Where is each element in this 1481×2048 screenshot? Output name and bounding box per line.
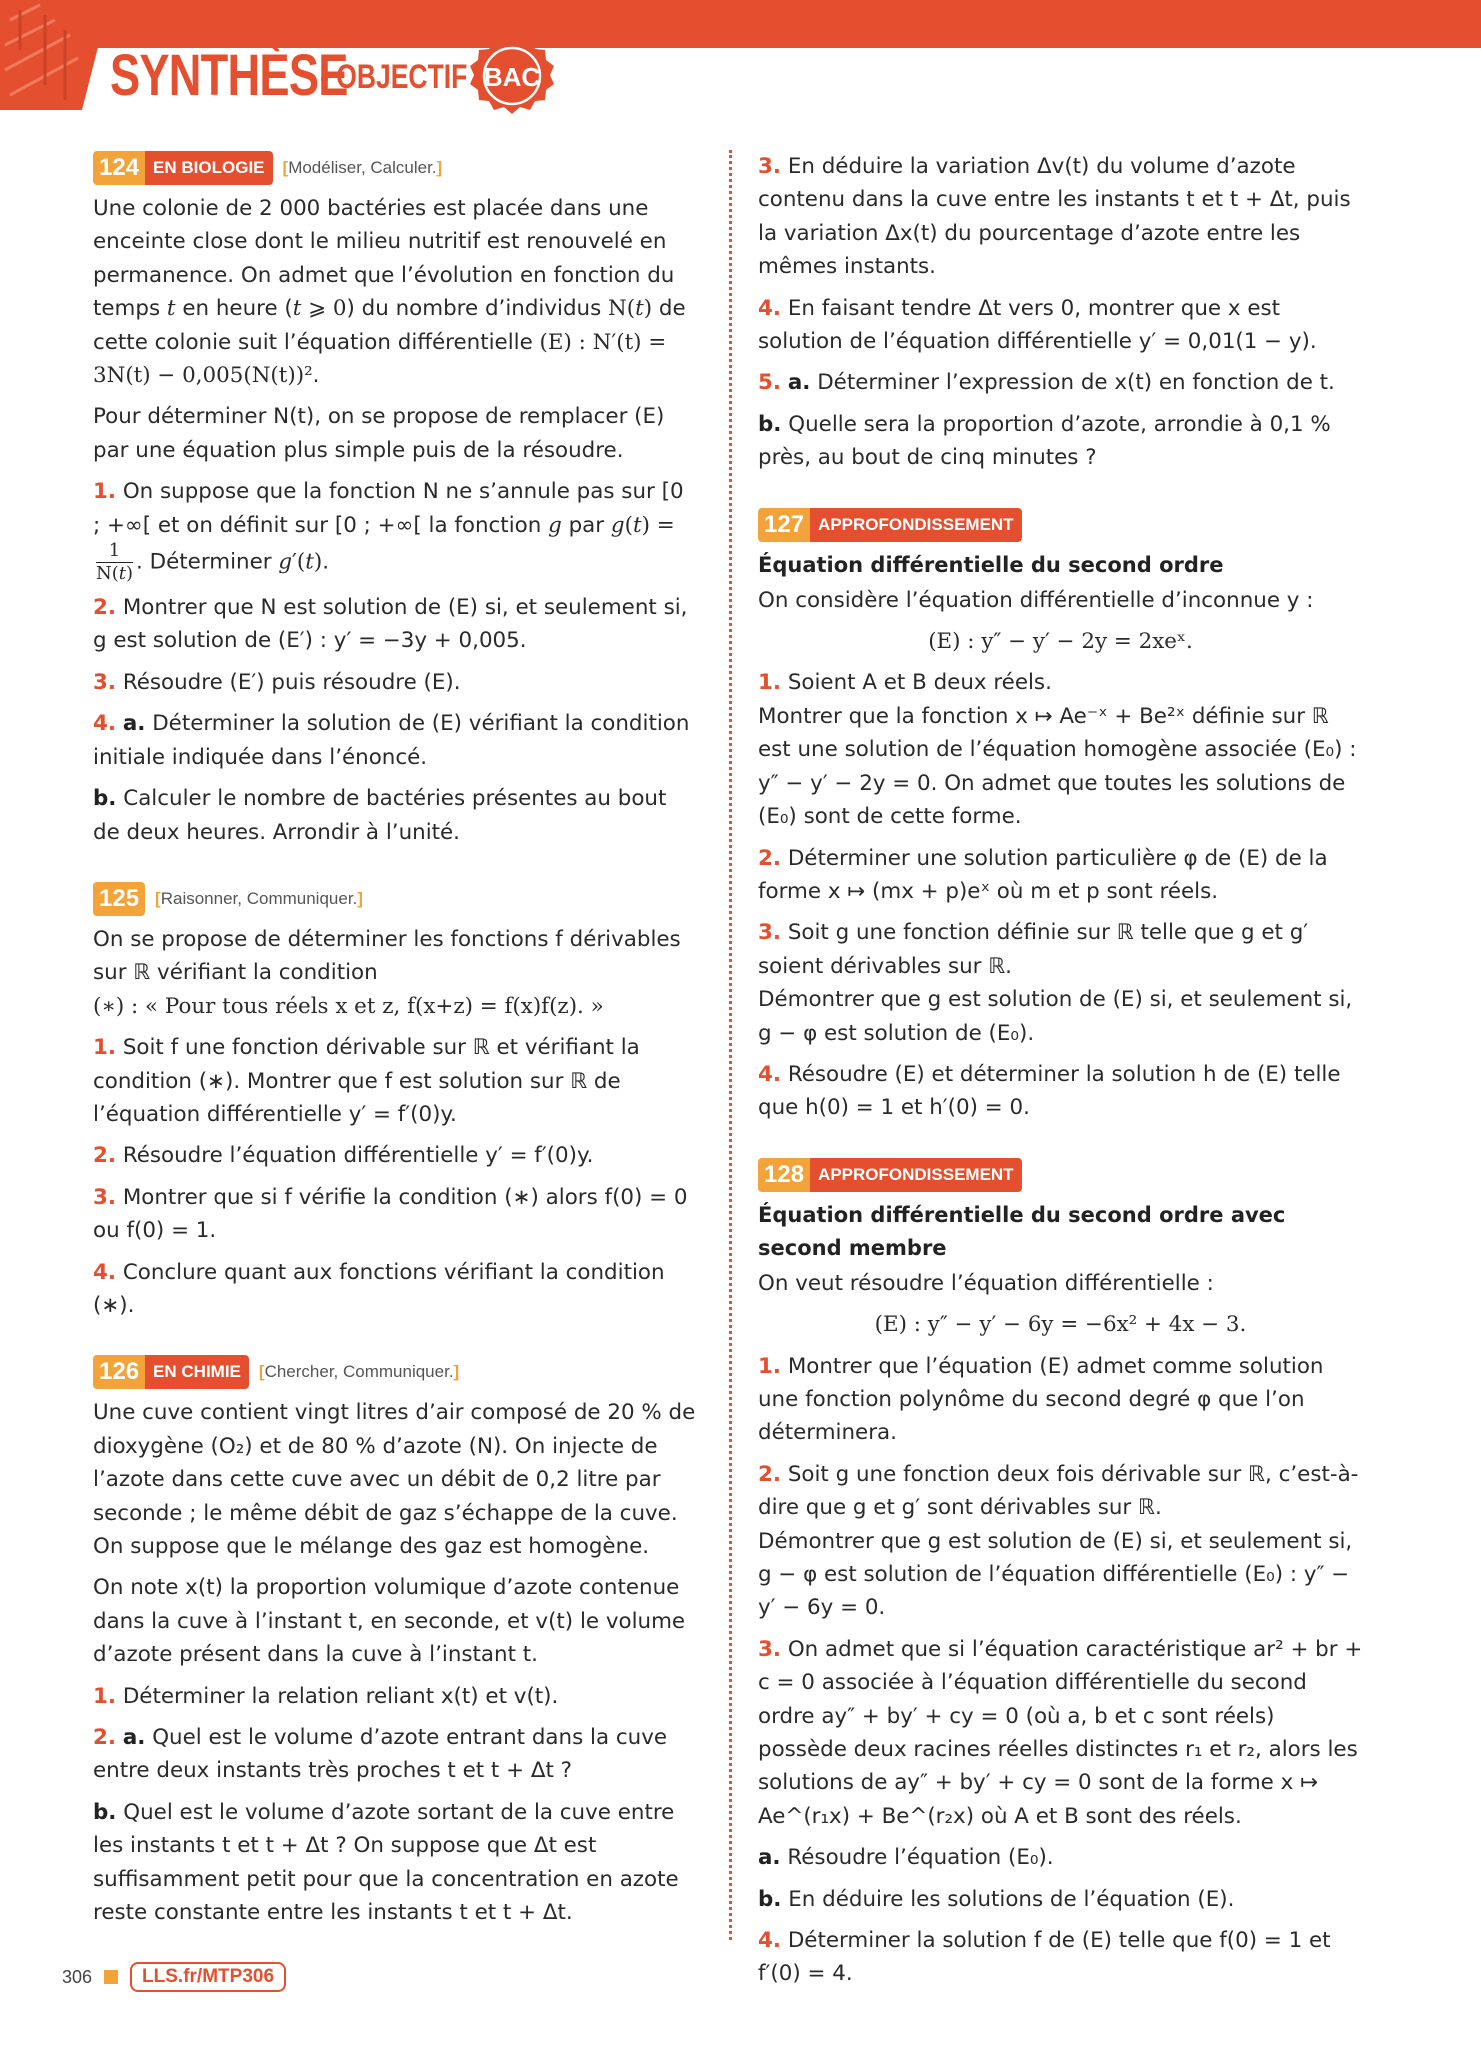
exercise-127-intro: On considère l’équation différentielle d’inconnue y :: [758, 587, 1314, 613]
exercise-128-q3a: a. Résoudre l’équation (E₀).: [758, 1845, 1054, 1871]
bac-badge: [468, 36, 556, 124]
exercise-126-q3: 3. En déduire la variation Δv(t) du volume d’azote contenu dans la cuve entre les instants t et t + Δt, puis la variation Δx(t) du pourcentage d’azote entre les mêmes instants.: [758, 154, 1351, 280]
exercise-124-intro: Une colonie de 2 000 bactéries est placée dans une enceinte close dont le milieu nutritif est renouvelé en permanence. On admet que l’évolution en fonction du temps t en heure (t ⩾ 0) du nombre d’individus N(t) de cette colonie suit l’équation différentielle (E) : N′(t) = 3N(t) − 0,005(N(t))².: [93, 196, 686, 389]
exercise-skills: [ Raisonner, Communiquer. ]: [155, 889, 363, 909]
exercise-number: 124: [93, 151, 145, 185]
right-column: [758, 150, 1363, 1999]
exercise-124-q1: 1. On suppose que la fonction N ne s’annule pas sur [0 ; +∞[ et on définit sur [0 ; +∞[ la fonction g par g(t) = $\frac{1}{N(t)}$ . Déterminer g′(t).: [93, 479, 684, 585]
header-title: SYNTHÈSE: [110, 43, 348, 108]
exercise-127-q2: 2. Déterminer une solution particulière φ de (E) de la forme x ↦ (mx + p)eˣ où m et p sont réels.: [758, 845, 1328, 904]
exercise-number: 128: [758, 1158, 810, 1192]
exercise-126: [93, 1354, 696, 1929]
exercise-tag: EN BIOLOGIE: [145, 151, 272, 185]
exercise-127-equation: (E) : y″ − y′ − 2y = 2xeˣ.: [928, 629, 1193, 655]
exercise-128-q2: 2. Soit g une fonction deux fois dérivable sur ℝ, c’est-à-dire que g et g′ sont dérivables sur ℝ. Démontrer que g est solution de (E) si, et seulement si, g − φ est solution de l’équation différentielle (E₀) : y″ − y′ − 6y = 0.: [758, 1461, 1359, 1621]
exercise-126-header: [93, 1354, 696, 1390]
exercise-127-q4: 4. Résoudre (E) et déterminer la solution h de (E) telle que h(0) = 1 et h′(0) = 0.: [758, 1061, 1341, 1121]
exercise-125-q2: 2. Résoudre l’équation différentielle y′ = f′(0)y.: [93, 1143, 594, 1169]
exercise-125-q1: 1. Soit f une fonction dérivable sur ℝ et vérifiant la condition (∗). Montrer que f est solution sur ℝ de l’équation différentielle y′ = f′(0)y.: [93, 1035, 640, 1127]
exercise-124-q4b: b. Calculer le nombre de bactéries présentes au bout de deux heures. Arrondir à l’unité.: [93, 786, 667, 845]
exercise-125-header: [93, 881, 696, 917]
exercise-number: 125: [93, 882, 145, 916]
exercise-128: [758, 1157, 1363, 1991]
exercise-126-continued: [758, 150, 1363, 475]
exercise-124: [93, 150, 696, 849]
exercise-125-q4: 4. Conclure quant aux fonctions vérifiant la condition (∗).: [93, 1259, 665, 1318]
header-subtitle: - OBJECTIF: [320, 58, 468, 96]
exercise-124-q2: 2. Montrer que N est solution de (E) si, et seulement si, g est solution de (E′) : y′ = −3y + 0,005.: [93, 595, 688, 654]
left-column: [93, 150, 696, 1937]
top-band: [0, 0, 1481, 48]
exercise-124-q3: 3. Résoudre (E′) puis résoudre (E).: [93, 669, 461, 695]
exercise-128-q3: 3. On admet que si l’équation caractéristique ar² + br + c = 0 associée à l’équation différentielle du second ordre ay″ + by′ + cy = 0 (où a, b et c sont réels) possède deux racines réelles distinctes r₁ et r₂, alors les solutions de ay″ + by′ + cy = 0 sont de la forme x ↦ Ae^(r₁x) + Be^(r₂x) où A et B sont des réels.: [758, 1636, 1363, 1829]
exercise-tag: APPROFONDISSEMENT: [810, 508, 1022, 542]
corner-decoration: [0, 0, 110, 110]
exercise-128-q4: 4. Déterminer la solution f de (E) telle que f(0) = 1 et f′(0) = 4.: [758, 1928, 1331, 1987]
exercise-128-header: [758, 1157, 1363, 1193]
exercise-128-intro: On veut résoudre l’équation différentielle :: [758, 1270, 1214, 1296]
exercise-128-q3b: b. En déduire les solutions de l’équation (E).: [758, 1886, 1235, 1912]
exercise-tag: APPROFONDISSEMENT: [810, 1158, 1022, 1192]
exercise-126-q2a: 2. a. Quel est le volume d’azote entrant dans la cuve entre deux instants très proches t et t + Δt ?: [93, 1725, 668, 1784]
page-footer: [62, 1962, 286, 1992]
page-number: 306: [62, 1966, 93, 1987]
exercise-128-title: Équation différentielle du second ordre avec second membre: [758, 1202, 1286, 1260]
column-divider: [729, 150, 732, 1940]
exercise-127-q1: 1. Soient A et B deux réels. Montrer que la fonction x ↦ Ae⁻ˣ + Be²ˣ définie sur ℝ est une solution de l’équation homogène associée (E₀) : y″ − y′ − 2y = 0. On admet que toutes les solutions de (E₀) sont de cette forme.: [758, 670, 1357, 830]
exercise-126-intro1: Une cuve contient vingt litres d’air composé de 20 % de dioxygène (O₂) et de 80 % d’azote (N). On injecte de l’azote dans cette cuve avec un débit de 0,2 litre par seconde ; le même débit de gaz s’échappe de la cuve. On suppose que le mélange des gaz est homogène.: [93, 1400, 696, 1559]
exercise-tag: EN CHIMIE: [145, 1355, 249, 1389]
exercise-126-q5a: 5. a. Déterminer l’expression de x(t) en fonction de t.: [758, 370, 1335, 396]
exercise-126-q2b: b. Quel est le volume d’azote sortant de la cuve entre les instants t et t + Δt ? On suppose que Δt est suffisamment petit pour que la concentration en azote reste constante entre les instants t et t + Δt.: [93, 1799, 679, 1926]
exercise-125-q3: 3. Montrer que si f vérifie la condition (∗) alors f(0) = 0 ou f(0) = 1.: [93, 1184, 688, 1244]
lls-link[interactable]: LLS.fr/MTP306: [130, 1962, 286, 1992]
exercise-127-q3: 3. Soit g une fonction définie sur ℝ telle que g et g′ soient dérivables sur ℝ. Démontrer que g est solution de (E) si, et seulement si, g − φ est solution de (E₀).: [758, 920, 1353, 1046]
footer-square-icon: [104, 1970, 118, 1984]
exercise-126-q4: 4. En faisant tendre Δt vers 0, montrer que x est solution de l’équation différentielle y′ = 0,01(1 − y).: [758, 295, 1317, 355]
exercise-skills: [ Modéliser, Calculer. ]: [283, 158, 443, 178]
exercise-128-equation: (E) : y″ − y′ − 6y = −6x² + 4x − 3.: [874, 1312, 1247, 1338]
exercise-skills: [ Chercher, Communiquer. ]: [259, 1362, 459, 1382]
exercise-127-header: [758, 507, 1363, 543]
exercise-124-q4a: 4. a. Déterminer la solution de (E) vérifiant la condition initiale indiquée dans l’énoncé.: [93, 711, 690, 770]
exercise-number: 127: [758, 508, 810, 542]
exercise-127-title: Équation différentielle du second ordre: [758, 552, 1224, 577]
exercise-125: [93, 881, 696, 1322]
exercise-128-q1: 1. Montrer que l’équation (E) admet comme solution une fonction polynôme du second degré φ que l’on déterminera.: [758, 1353, 1324, 1446]
exercise-124-intro2: Pour déterminer N(t), on se propose de remplacer (E) par une équation plus simple puis de la résoudre.: [93, 404, 665, 463]
exercise-126-intro2: On note x(t) la proportion volumique d’azote contenue dans la cuve à l’instant t, en seconde, et v(t) le volume d’azote présent dans la cuve à l’instant t.: [93, 1575, 686, 1668]
exercise-127: [758, 507, 1363, 1125]
bac-badge-label: BAC: [483, 62, 541, 92]
exercise-124-header: [93, 150, 696, 186]
exercise-125-intro: On se propose de déterminer les fonctions f dérivables sur ℝ vérifiant la condition (∗) : « Pour tous réels x et z, f(x+z) = f(x)f(z). »: [93, 926, 681, 1019]
exercise-126-q1: 1. Déterminer la relation reliant x(t) et v(t).: [93, 1683, 559, 1709]
exercise-number: 126: [93, 1355, 145, 1389]
exercise-126-q5b: b. Quelle sera la proportion d’azote, arrondie à 0,1 % près, au bout de cinq minutes ?: [758, 411, 1331, 471]
